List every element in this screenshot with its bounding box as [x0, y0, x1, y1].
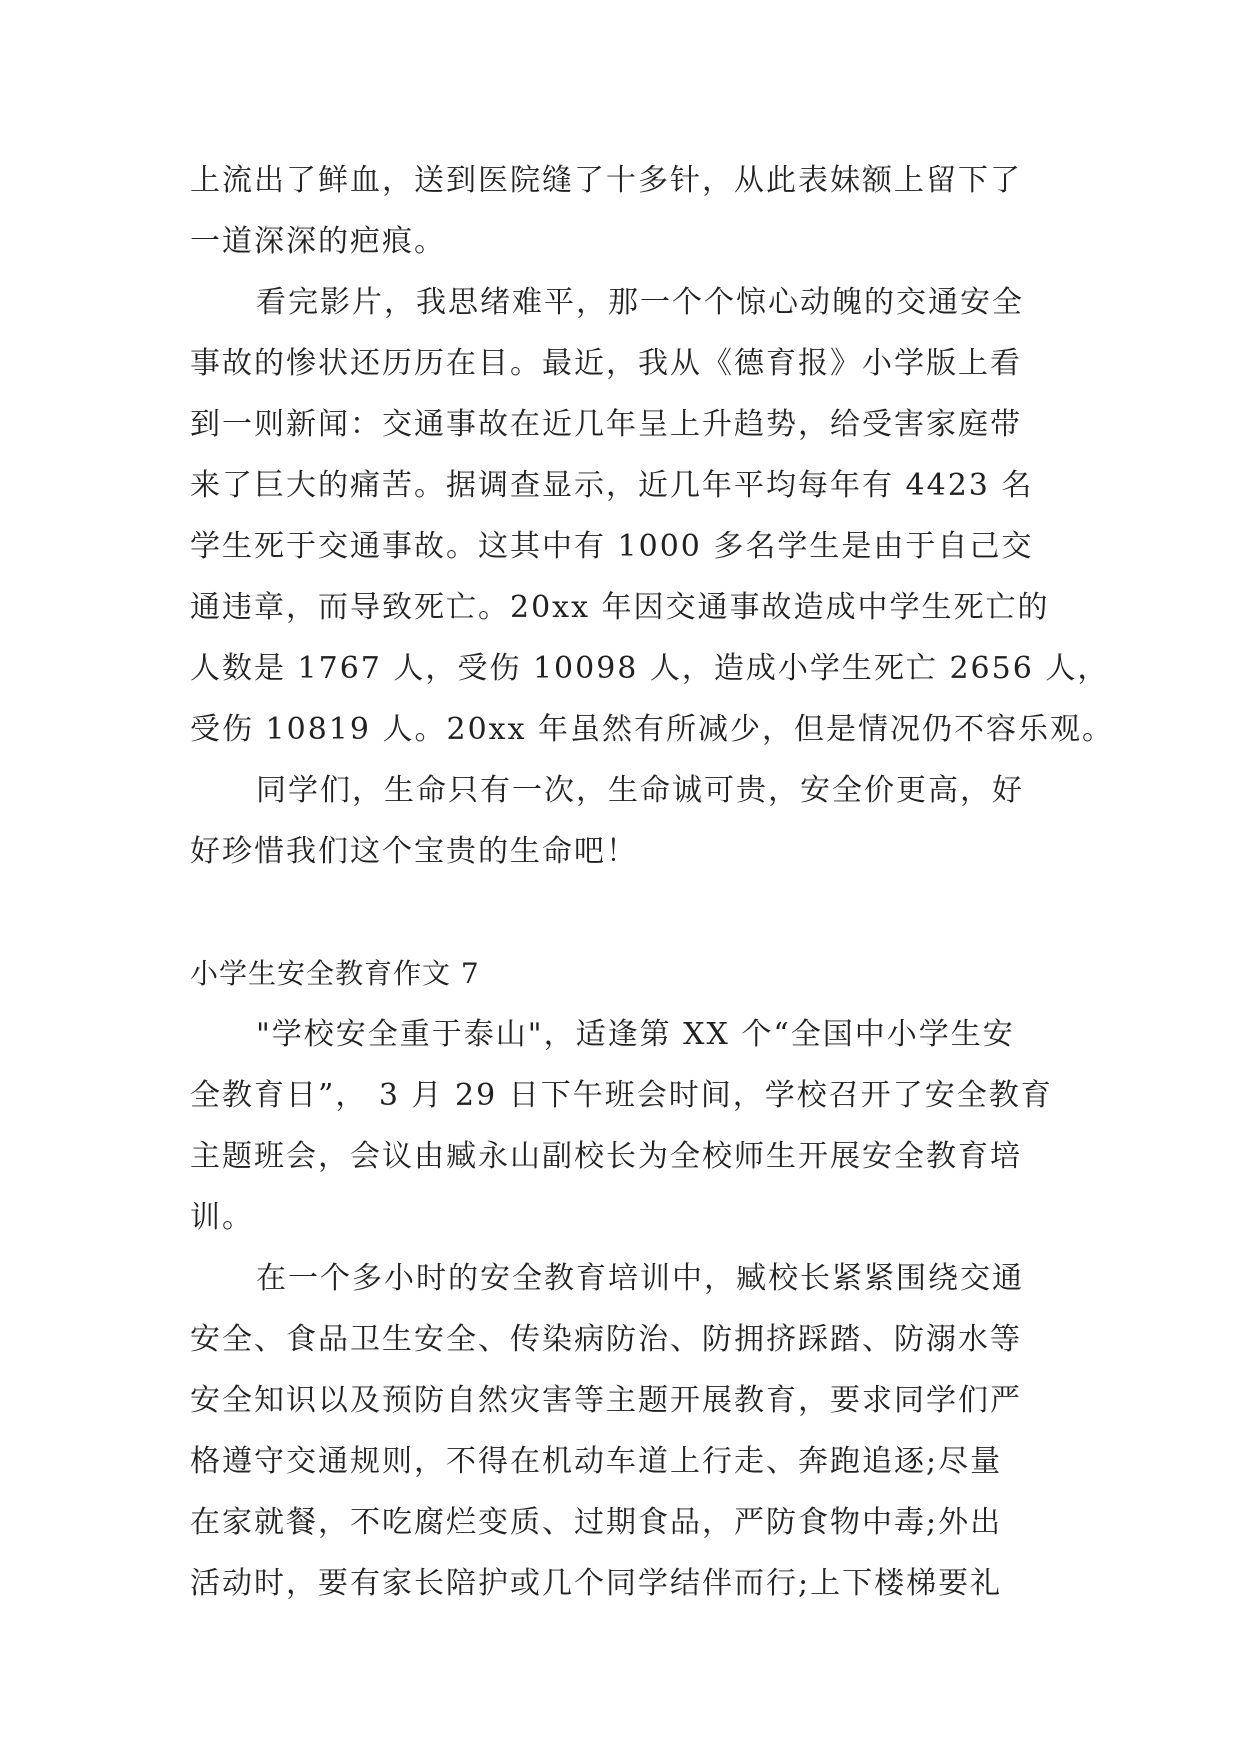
text-line: 主题班会，会议由臧永山副校长为全校师生开展安全教育培 — [190, 1139, 1022, 1174]
text-line: 人数是 1767 人，受伤 10098 人，造成小学生死亡 2656 人， — [190, 651, 1110, 686]
text-line: 在家就餐，不吃腐烂变质、过期食品，严防食物中毒;外出 — [190, 1505, 1003, 1540]
document-body — [190, 150, 1115, 1614]
text-line: 安全知识以及预防自然灾害等主题开展教育，要求同学们严 — [190, 1383, 1022, 1418]
paragraph-conclusion — [190, 760, 1060, 882]
paragraph-statistics — [190, 272, 1115, 760]
text-line: 活动时，要有家长陪护或几个同学结伴而行;上下楼梯要礼 — [190, 1566, 1003, 1601]
text-line: 格遵守交通规则，不得在机动车道上行走、奔跑追逐;尽量 — [190, 1444, 1003, 1479]
text-line: 通违章，而导致死亡。20xx 年因交通事故造成中学生死亡的 — [190, 590, 1050, 625]
text-line: 学生死于交通事故。这其中有 1000 多名学生是由于自己交 — [190, 529, 1034, 564]
text-line: 安全、食品卫生安全、传染病防治、防拥挤踩踏、防溺水等 — [190, 1322, 1022, 1357]
text-line: "学校安全重于泰山"，适逢第 XX 个“全国中小学生安 — [256, 1017, 1015, 1052]
text-line: 看完影片，我思绪难平，那一个个惊心动魄的交通安全 — [256, 285, 1024, 320]
paragraph-intro — [190, 1004, 1060, 1248]
text-line: 上流出了鲜血，送到医院缝了十多针，从此表妹额上留下了 — [190, 163, 1022, 198]
paragraph-injury — [190, 150, 1060, 272]
text-line: 事故的惨状还历历在目。最近，我从《德育报》小学版上看 — [190, 346, 1022, 381]
section-spacer — [190, 882, 1060, 943]
text-line: 同学们，生命只有一次，生命诚可贵，安全价更高，好 — [256, 773, 1024, 808]
text-line: 好珍惜我们这个宝贵的生命吧！ — [190, 834, 638, 869]
text-line: 在一个多小时的安全教育培训中，臧校长紧紧围绕交通 — [256, 1261, 1024, 1296]
text-line: 一道深深的疤痕。 — [190, 224, 446, 259]
text-line: 受伤 10819 人。20xx 年虽然有所减少，但是情况仍不容乐观。 — [190, 712, 1115, 747]
text-line: 到一则新闻：交通事故在近几年呈上升趋势，给受害家庭带 — [190, 407, 1022, 442]
text-line: 来了巨大的痛苦。据调查显示，近几年平均每年有 4423 名 — [190, 468, 1034, 503]
text-line: 训。 — [190, 1200, 254, 1235]
section-heading: 小学生安全教育作文 7 — [190, 957, 480, 990]
paragraph-training — [190, 1248, 1060, 1614]
text-line: 全教育日”， 3 月 29 日下午班会时间，学校召开了安全教育 — [190, 1078, 1053, 1113]
